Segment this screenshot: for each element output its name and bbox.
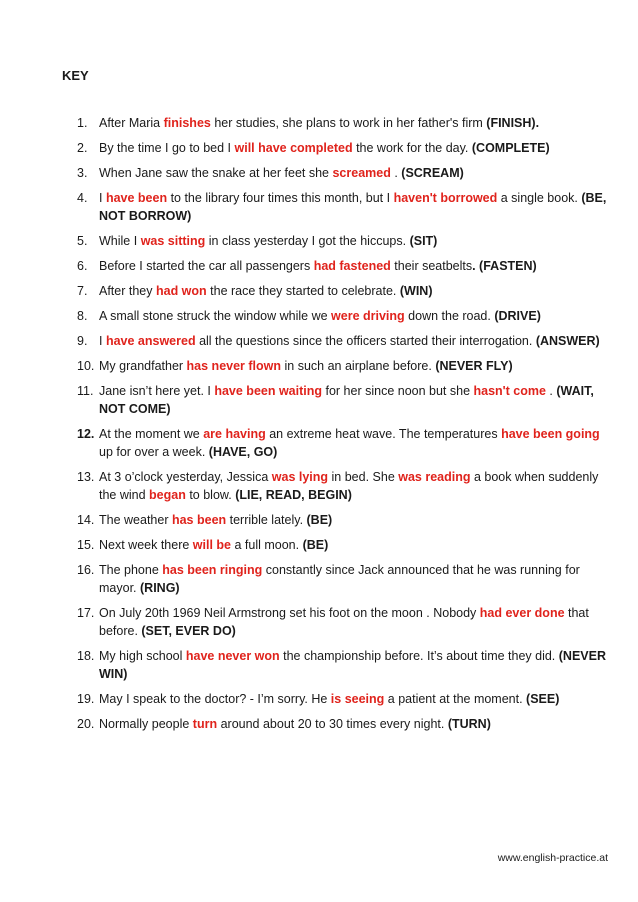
verb-hint: (LIE, READ, BEGIN) <box>235 488 352 502</box>
sentence-text: My high school <box>99 649 186 663</box>
answer-text: haven't borrowed <box>393 191 498 205</box>
verb-hint: (SIT) <box>409 234 438 248</box>
exercise-list <box>62 114 614 740</box>
sentence-text: I <box>99 191 106 205</box>
sentence-text: Next week there <box>99 538 193 552</box>
item-number: 17. <box>77 606 95 620</box>
list-item <box>62 604 614 640</box>
list-item <box>62 307 614 325</box>
verb-hint: (FINISH). <box>486 116 540 130</box>
list-item <box>62 257 614 275</box>
sentence-text: The weather <box>99 513 172 527</box>
answer-text: was lying <box>271 470 329 484</box>
sentence-text: A small stone struck the window while we <box>99 309 332 323</box>
sentence-text: After they <box>99 284 156 298</box>
item-number: 7. <box>77 284 88 298</box>
verb-hint: (WAIT, NOT COME) <box>99 384 594 416</box>
list-item <box>62 468 614 504</box>
answer-text: are having <box>203 427 266 441</box>
list-item <box>62 561 614 597</box>
sentence-text: At the moment we <box>99 427 204 441</box>
answer-text: has never flown <box>186 359 282 373</box>
sentence-text: an extreme heat wave. The temperatures <box>265 427 502 441</box>
list-item <box>62 715 614 733</box>
item-number: 2. <box>77 141 88 155</box>
sentence-text: a book when suddenly the wind <box>99 470 599 502</box>
list-item <box>62 139 614 157</box>
verb-hint: . (FASTEN) <box>472 259 537 273</box>
answer-text: were driving <box>331 309 405 323</box>
sentence-text: around about 20 to 30 times every night. <box>217 717 448 731</box>
sentence-text: terrible lately. <box>226 513 307 527</box>
verb-hint: (ANSWER) <box>535 334 600 348</box>
footer-url: www.english-practice.at <box>497 852 608 864</box>
item-number: 3. <box>77 166 88 180</box>
list-item <box>62 189 614 225</box>
sentence-text: Before I started the car all passengers <box>99 259 314 273</box>
answer-text: have answered <box>105 334 196 348</box>
list-item <box>62 382 614 418</box>
sentence-text: Jane isn’t here yet. I <box>99 384 215 398</box>
item-number: 20. <box>77 717 95 731</box>
answer-text: had fastened <box>313 259 391 273</box>
sentence-text: up for over a week. <box>99 445 209 459</box>
answer-text: will have completed <box>234 141 353 155</box>
list-item <box>62 332 614 350</box>
list-item <box>62 114 614 132</box>
sentence-text: a full moon. <box>231 538 303 552</box>
verb-hint: (TURN) <box>447 717 491 731</box>
list-item <box>62 232 614 250</box>
answer-text: turn <box>192 717 218 731</box>
answer-text: is seeing <box>330 692 385 706</box>
sentence-text: a single book. <box>497 191 582 205</box>
verb-hint: (NEVER FLY) <box>435 359 513 373</box>
sentence-text: the work for the day. <box>352 141 472 155</box>
item-number: 10. <box>77 359 95 373</box>
sentence-text: While I <box>99 234 141 248</box>
list-item <box>62 690 614 708</box>
sentence-text: When Jane saw the snake at her feet she <box>99 166 333 180</box>
verb-hint: (BE, NOT BORROW) <box>99 191 607 223</box>
sentence-text: By the time I go to bed I <box>99 141 235 155</box>
verb-hint: (BE) <box>302 538 329 552</box>
sentence-text: to blow. <box>185 488 236 502</box>
sentence-text: constantly since Jack announced that he was running for mayor. <box>99 563 580 595</box>
page-title: KEY <box>62 68 89 83</box>
sentence-text: a patient at the moment. <box>384 692 527 706</box>
sentence-text: her studies, she plans to work in her father's firm <box>210 116 487 130</box>
verb-hint: (NEVER WIN) <box>99 649 606 681</box>
item-number: 19. <box>77 692 95 706</box>
sentence-text: My grandfather <box>99 359 187 373</box>
answer-text: was reading <box>398 470 471 484</box>
verb-hint: (DRIVE) <box>494 309 541 323</box>
verb-hint: (SCREAM) <box>401 166 464 180</box>
verb-hint: (WIN) <box>399 284 433 298</box>
sentence-text: The phone <box>99 563 163 577</box>
item-number: 8. <box>77 309 88 323</box>
answer-text: had won <box>155 284 207 298</box>
item-number: 13. <box>77 470 95 484</box>
answer-text: have been going <box>501 427 600 441</box>
sentence-text: in bed. She <box>328 470 399 484</box>
list-item <box>62 357 614 375</box>
item-number: 14. <box>77 513 95 527</box>
sentence-text: . <box>390 166 402 180</box>
answer-text: had ever done <box>479 606 565 620</box>
verb-hint: (COMPLETE) <box>471 141 550 155</box>
sentence-text: in class yesterday I got the hiccups. <box>205 234 410 248</box>
list-item <box>62 511 614 529</box>
list-item <box>62 164 614 182</box>
sentence-text: to the library four times this month, but I <box>167 191 394 205</box>
item-number: 5. <box>77 234 88 248</box>
item-number: 6. <box>77 259 88 273</box>
item-number: 16. <box>77 563 95 577</box>
sentence-text: May I speak to the doctor? - I’m sorry. He <box>99 692 331 706</box>
sentence-text: for her since noon but she <box>322 384 474 398</box>
sentence-text: I <box>99 334 106 348</box>
sentence-text: At 3 o’clock yesterday, Jessica <box>99 470 272 484</box>
sentence-text: Normally people <box>99 717 193 731</box>
sentence-text: that before. <box>99 606 589 638</box>
answer-text: was sitting <box>140 234 206 248</box>
item-number: 15. <box>77 538 95 552</box>
sentence-text: all the questions since the officers started their interrogation. <box>195 334 536 348</box>
sentence-text: their seatbelts <box>390 259 473 273</box>
verb-hint: (BE) <box>306 513 333 527</box>
sentence-text: the race they started to celebrate. <box>206 284 400 298</box>
sentence-text: After Maria <box>99 116 164 130</box>
verb-hint: (HAVE, GO) <box>208 445 278 459</box>
item-number: 4. <box>77 191 88 205</box>
item-number: 18. <box>77 649 95 663</box>
sentence-text: down the road. <box>404 309 495 323</box>
answer-text: finishes <box>163 116 211 130</box>
answer-text: have never won <box>185 649 280 663</box>
answer-text: have been waiting <box>214 384 323 398</box>
sentence-text: . <box>545 384 557 398</box>
item-number: 9. <box>77 334 88 348</box>
item-number: 12. <box>77 427 95 441</box>
answer-text: began <box>149 488 186 502</box>
answer-text: hasn't come <box>473 384 546 398</box>
item-number: 1. <box>77 116 88 130</box>
sentence-text: in such an airplane before. <box>281 359 436 373</box>
verb-hint: (RING) <box>140 581 180 595</box>
list-item <box>62 536 614 554</box>
list-item <box>62 282 614 300</box>
answer-text: has been <box>171 513 227 527</box>
list-item <box>62 647 614 683</box>
answer-text: screamed <box>332 166 391 180</box>
verb-hint: (SEE) <box>526 692 560 706</box>
answer-text: have been <box>105 191 168 205</box>
list-item <box>62 425 614 461</box>
sentence-text: the championship before. It’s about time they did. <box>279 649 559 663</box>
answer-text: will be <box>192 538 231 552</box>
verb-hint: (SET, EVER DO) <box>141 624 236 638</box>
sentence-text: On July 20th 1969 Neil Armstrong set his foot on the moon . Nobody <box>99 606 480 620</box>
item-number: 11. <box>77 384 94 398</box>
answer-text: has been ringing <box>162 563 263 577</box>
